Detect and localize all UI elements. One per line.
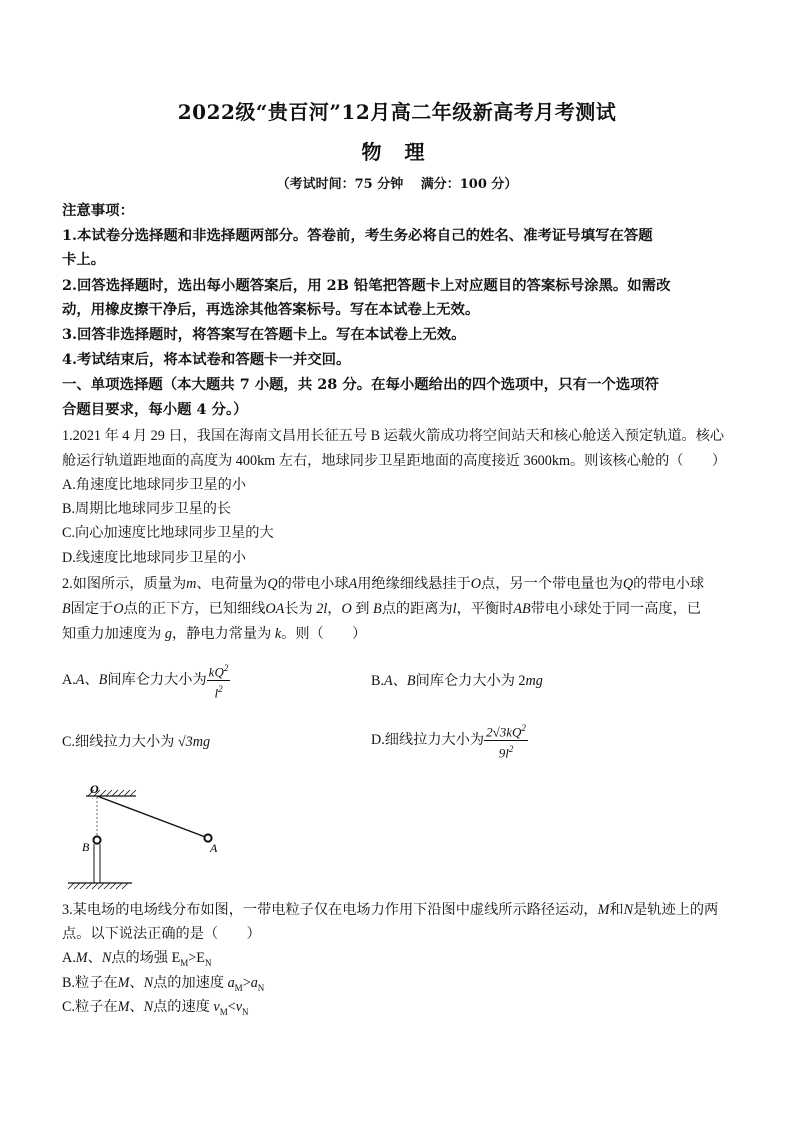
q2-option-d-fraction: $\frac{2√3kQ^2}{9l^2}$	[484, 720, 528, 762]
notice-item-4: 4.考试结束后，将本试卷和答题卡一并交回。	[62, 351, 351, 368]
label-b: B	[82, 840, 90, 854]
notice-item-2-line-1: 2.回答选择题时，选出每小题答案后，用 2B 铅笔把答题卡上对应题目的答案标号涂黑。如需改	[62, 277, 671, 294]
notice-heading: 注意事项：	[62, 202, 134, 219]
exam-meta: （考试时间：75 分钟 满分：100 分）	[276, 177, 518, 192]
q2-option-d: D.细线拉力大小为 $\frac{2√3kQ^2}{9l^2}$	[371, 720, 711, 762]
q1-option-a: A.角速度比地球同步卫星的小	[62, 477, 247, 493]
exam-title: 2022级“贵百河”12月高二年级新高考月考测试	[177, 100, 617, 124]
q2-line-3: 知重力加速度为 g，静电力常量为 k。则（ ）	[62, 626, 367, 642]
notice-item-1-line-1: 1.本试卷分选择题和非选择题两部分。答卷前，考生务必将自己的姓名、准考证号填写在答题	[62, 227, 653, 244]
q2-option-b: B.A、B间库仑力大小为 2mg	[371, 673, 543, 689]
section-1-line-2: 合题目要求，每小题 4 分。）	[62, 401, 248, 418]
q1-line-2: 舱运行轨道距地面的高度为 400km 左右，地球同步卫星距地面的高度接近 3600km。则该核心舱的（ ）	[62, 453, 727, 469]
label-o: O	[90, 782, 99, 796]
ball-b	[93, 836, 100, 843]
q3-line-2: 点。以下说法正确的是（ ）	[62, 926, 261, 942]
q2-line-1: 2.如图所示，质量为m、电荷量为Q的带电小球A用绝缘细线悬挂于O点，另一个带电量也为Q的带电小球	[62, 576, 705, 592]
q2-line-2: B固定于O点的正下方，已知细线OA长为 2l，O 到 B点的距离为l，平衡时AB带电小球处于同一高度，已	[62, 601, 701, 617]
q3-line-1: 3.某电场的电场线分布如图，一带电粒子仅在电场力作用下沿图中虚线所示路径运动，M和N是轨迹上的两	[62, 902, 719, 918]
q1-option-b: B.周期比地球同步卫星的长	[62, 501, 232, 517]
section-1-line-1: 一、单项选择题（本大题共 7 小题，共 28 分。在每小题给出的四个选项中，只有一个选项符	[62, 376, 659, 393]
q2-option-a-fraction: $\frac{kQ^2}{l^2}$	[207, 660, 231, 702]
q3-option-a: A.M、N点的场强 $E_M>E_N$	[62, 950, 212, 968]
q2-option-c: C.细线拉力大小为 √3mg	[62, 734, 211, 750]
notice-item-2-line-2: 动，用橡皮擦干净后，再选涂其他答案标号。写在本试卷上无效。	[62, 301, 480, 318]
q1-line-1: 1.2021 年 4 月 29 日，我国在海南文昌用长征五号 B 运载火箭成功将空间站天和核心舱送入预定轨道。核心	[62, 428, 725, 444]
q1-option-c: C.向心加速度比地球同步卫星的大	[62, 525, 274, 541]
q1-option-d: D.线速度比地球同步卫星的小	[62, 550, 247, 566]
label-a: A	[210, 841, 218, 855]
q3-option-b: B.粒子在M、N点的加速度 $a_M>a_N$	[62, 975, 265, 993]
ground-hatching	[68, 883, 128, 889]
notice-item-1-line-2: 卡上。	[62, 251, 106, 268]
q2-option-a: A.A、B间库仑力大小为 $\frac{kQ^2}{l^2}$	[62, 660, 342, 702]
string-oa	[97, 796, 208, 838]
pendulum-figure	[62, 780, 232, 890]
subject-title: 物 理	[361, 140, 433, 164]
q3-option-c: C.粒子在M、N点的速度 $v_M<v_N$	[62, 999, 249, 1017]
notice-item-3: 3.回答非选择题时，将答案写在答题卡上。写在本试卷上无效。	[62, 326, 466, 343]
